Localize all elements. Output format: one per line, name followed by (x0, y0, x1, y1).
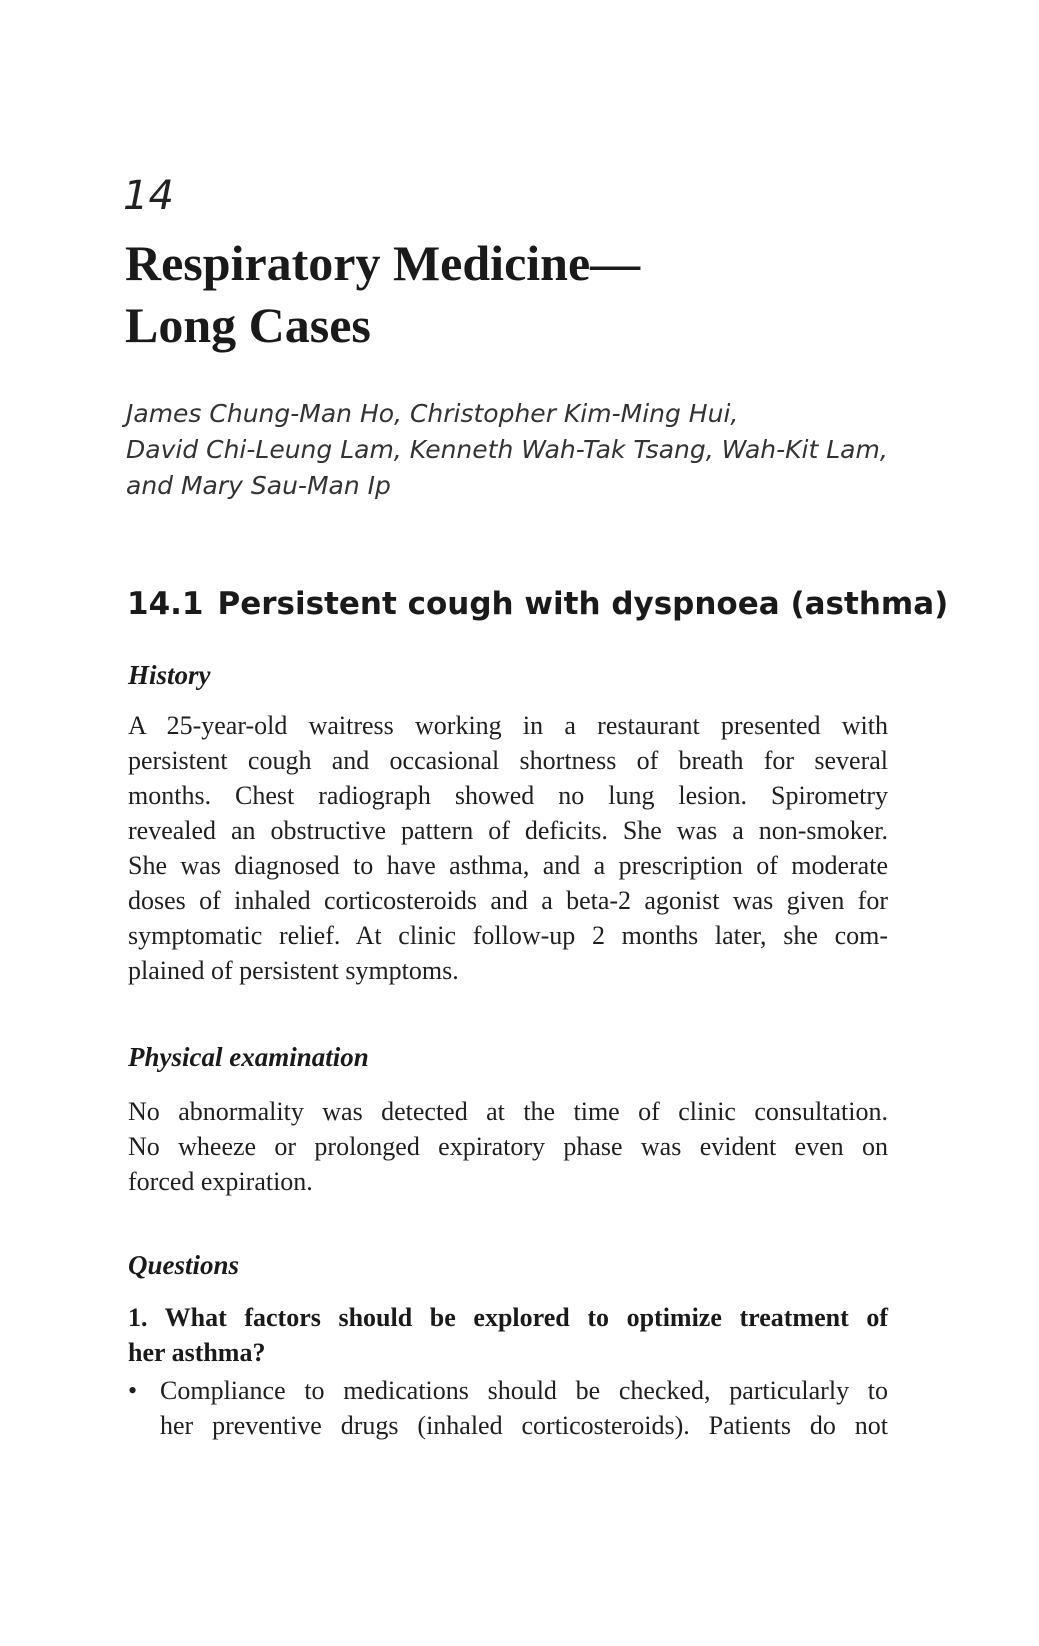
section-title: Persistent cough with dyspnoea (asthma) (217, 586, 949, 622)
section-number: 14.1 (127, 586, 204, 622)
text-line: No wheeze or prolonged expiratory phase was evident even on (128, 1132, 888, 1161)
author-list (126, 396, 946, 504)
text-line: forced expiration. (128, 1167, 313, 1196)
author-line: and Mary Sau-Man Ip (126, 471, 391, 500)
bullet-text (160, 1373, 888, 1443)
physical-examination-paragraph (128, 1094, 888, 1199)
text-line: revealed an obstructive pattern of deficits. She was a non-smoker. (128, 816, 888, 845)
text-line: months. Chest radiograph showed no lung lesion. Spirometry (128, 781, 888, 810)
physical-examination-heading: Physical examination (128, 1042, 369, 1072)
text-line: She was diagnosed to have asthma, and a prescription of moderate (128, 851, 888, 880)
author-line: David Chi-Leung Lam, Kenneth Wah-Tak Tsang, Wah-Kit Lam, (126, 435, 888, 464)
history-paragraph (128, 708, 888, 988)
text-line: Compliance to medications should be checked, particularly to (160, 1376, 888, 1405)
text-line: No abnormality was detected at the time of clinic consultation. (128, 1097, 888, 1126)
chapter-title-line: Respiratory Medicine— (125, 235, 641, 291)
chapter-title (125, 232, 885, 356)
question-1 (128, 1300, 888, 1370)
text-line: persistent cough and occasional shortness of breath for several (128, 746, 888, 775)
answer-bullet (128, 1373, 888, 1443)
text-line: doses of inhaled corticosteroids and a beta-2 agonist was given for (128, 886, 888, 915)
question-line: 1. What factors should be explored to optimize treatment of (128, 1303, 888, 1332)
bullet-icon: • (128, 1376, 138, 1405)
text-line: her preventive drugs (inhaled corticosteroids). Patients do not (160, 1411, 888, 1440)
text-line: symptomatic relief. At clinic follow-up 2 months later, she com- (128, 921, 888, 950)
chapter-title-line: Long Cases (125, 297, 371, 353)
history-heading: History (128, 660, 211, 690)
question-line: her asthma? (128, 1338, 266, 1367)
text-line: A 25-year-old waitress working in a restaurant presented with (128, 711, 888, 740)
text-line: plained of persistent symptoms. (128, 956, 459, 985)
chapter-number: 14 (123, 173, 174, 219)
questions-heading: Questions (128, 1250, 240, 1280)
author-line: James Chung-Man Ho, Christopher Kim-Ming Hui, (126, 399, 739, 428)
section-heading (127, 584, 948, 624)
